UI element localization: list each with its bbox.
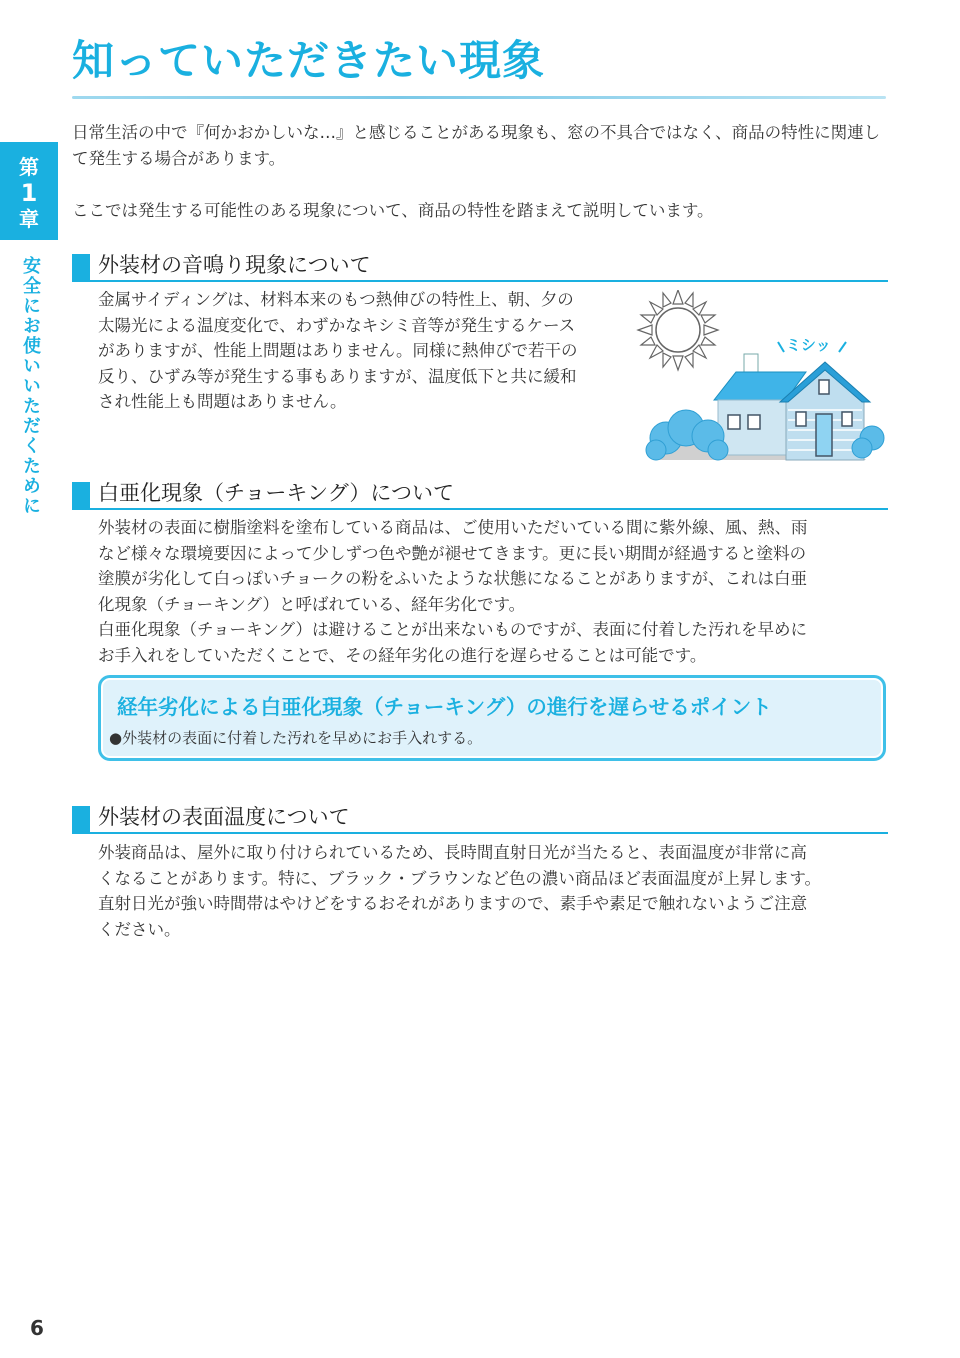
section-title: 白亜化現象（チョーキング）について bbox=[98, 481, 454, 505]
section-heading-chalking bbox=[72, 478, 888, 510]
chapter-vertical-label: 安全にお使いいただくために bbox=[20, 256, 41, 516]
section-title: 外装材の表面温度について bbox=[98, 805, 350, 829]
section-heading-temperature bbox=[72, 802, 888, 834]
text-line: くなることがあります。特に、ブラック・ブラウンなど色の濃い商品ほど表面温度が上昇します。 bbox=[98, 868, 822, 888]
text-line: 塗膜が劣化して白っぽいチョークの粉をふいたような状態になることがありますが、これは白亜 bbox=[98, 569, 808, 588]
section-marker bbox=[72, 806, 90, 832]
section-noise-body bbox=[98, 287, 638, 415]
section-temperature-body bbox=[98, 840, 888, 942]
chapter-tab-dai: 第 bbox=[19, 155, 39, 179]
point-item: ●外装材の表面に付着した汚れを早めにお手入れする。 bbox=[109, 729, 483, 747]
intro bbox=[72, 120, 888, 224]
text-line: 直射日光が強い時間帯はやけどをするおそれがありますので、素手や素足で触れないようご注意 bbox=[98, 894, 808, 913]
chapter-tab-number: 1 bbox=[20, 179, 38, 207]
chapter-tab-sho: 章 bbox=[19, 207, 39, 231]
text-line: 金属サイディングは、材料本来のもつ熱伸びの特性上、朝、夕の bbox=[98, 290, 574, 309]
page-number: 6 bbox=[30, 1316, 44, 1340]
text-line: がありますが、性能上問題はありません。同様に熱伸びで若干の bbox=[98, 341, 578, 360]
text-line: 化現象（チョーキング）と呼ばれている、経年劣化です。 bbox=[98, 594, 526, 614]
sun-icon bbox=[638, 290, 718, 370]
text-line: され性能上も問題はありません。 bbox=[98, 392, 347, 411]
point-callout-box bbox=[98, 675, 886, 761]
text-line: お手入れをしていただくことで、その経年劣化の進行を遅らせることは可能です。 bbox=[98, 645, 707, 665]
section-title: 外装材の音鳴り現象について bbox=[98, 253, 371, 277]
section-heading-noise bbox=[72, 250, 888, 282]
house-sun-illustration bbox=[636, 290, 886, 466]
page-title: 知っていただきたい現象 bbox=[72, 36, 546, 85]
text-line: など様々な環境要因によって少しずつ色や艶が褪せてきます。更に長い期間が経過すると塗料の bbox=[98, 543, 807, 563]
section-chalking-body bbox=[98, 515, 888, 668]
title-underline bbox=[72, 96, 886, 99]
text-line: 外装商品は、屋外に取り付けられているため、長時間直射日光が当たると、表面温度が非常に高 bbox=[98, 843, 807, 862]
text-line: 反り、ひずみ等が発生する事もありますが、温度低下と共に緩和 bbox=[98, 366, 577, 386]
section-marker bbox=[72, 482, 90, 508]
intro-paragraph-1: 日常生活の中で『何かおかしいな…』と感じることがある現象も、窓の不具合ではなく、商品の特性に関連して発生する場合があります。 bbox=[72, 123, 881, 168]
text-line: 白亜化現象（チョーキング）は避けることが出来ないものですが、表面に付着した汚れを早めに bbox=[98, 620, 808, 639]
point-title: 経年劣化による白亜化現象（チョーキング）の進行を遅らせるポイント bbox=[117, 695, 772, 719]
intro-paragraph-2: ここでは発生する可能性のある現象について、商品の特性を踏まえて説明しています。 bbox=[72, 201, 714, 220]
section-marker bbox=[72, 254, 90, 280]
text-line: 外装材の表面に樹脂塗料を塗布している商品は、ご使用いただいている間に紫外線、風、熱、雨 bbox=[98, 518, 808, 537]
creak-sound-label: ミシッ bbox=[786, 336, 831, 354]
chapter-tab bbox=[0, 142, 58, 240]
text-line: 太陽光による温度変化で、わずかなキシミ音等が発生するケース bbox=[98, 315, 576, 335]
text-line: ください。 bbox=[98, 919, 181, 939]
